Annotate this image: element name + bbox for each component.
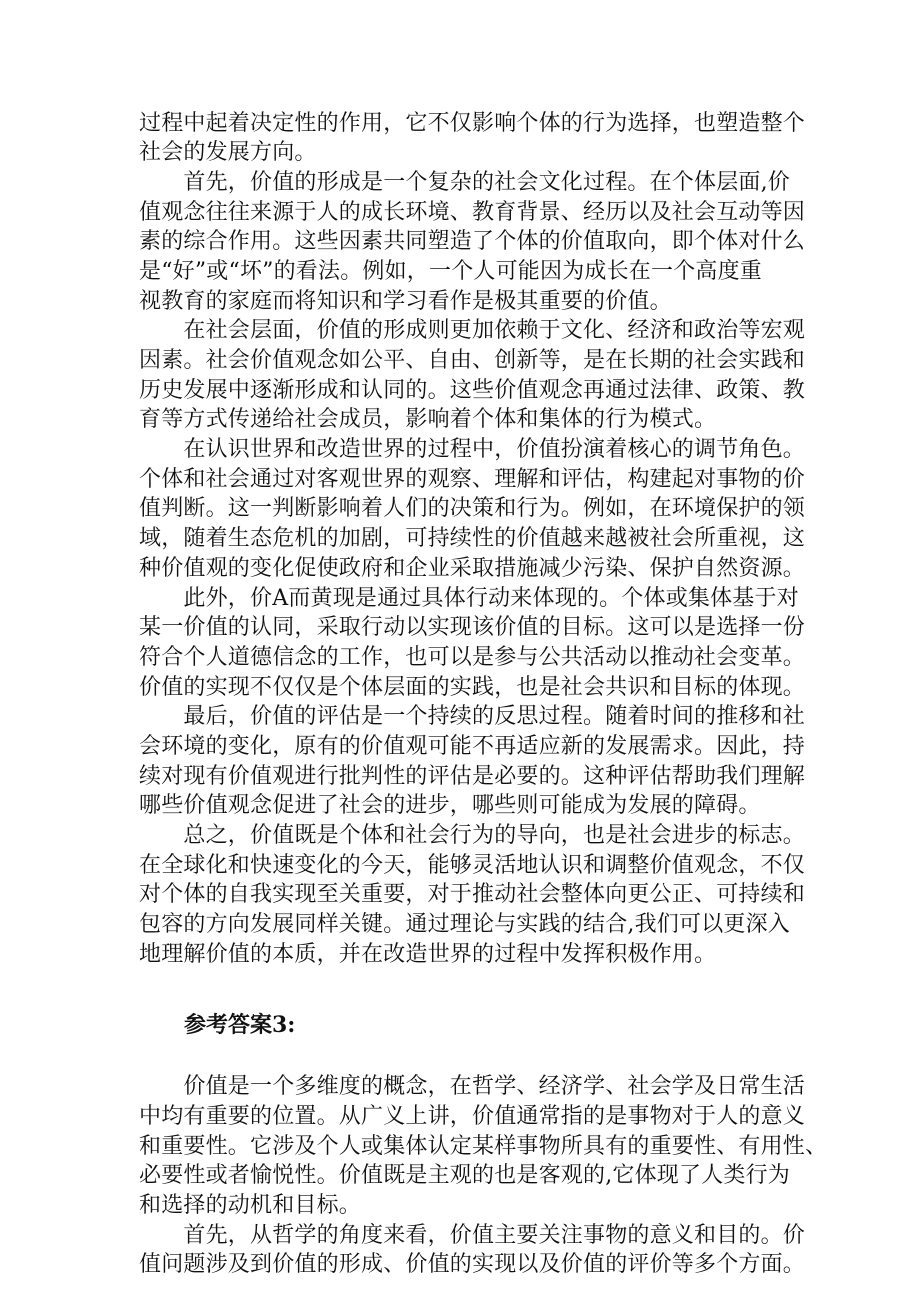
text-line: 总之，价值既是个体和社会行为的导向，也是社会进步的标志。 <box>139 823 806 848</box>
text-line: 必要性或者愉悦性。价值既是主观的也是客观的,它体现了人类行为 <box>139 1163 790 1188</box>
text-line: 中均有重要的位置。从广义上讲，价值通常指的是事物对于人的意义 <box>139 1104 806 1129</box>
text-line: 和选择的动机和目标。 <box>139 1193 362 1218</box>
text-line: 此外，价A而黄现是通过具体行动来体现的。个体或集体基于对 <box>139 586 799 611</box>
text-line: 值问题涉及到价值的形成、价值的实现以及价值的评价等多个方面。 <box>139 1252 806 1277</box>
text-line: 会环境的变化，原有的价值观可能不再适应新的发展需求。因此，持 <box>139 734 806 759</box>
text-line: 种价值观的变化促使政府和企业采取措施减少污染、保护自然资源。 <box>139 556 806 581</box>
text-line: 最后，价值的评估是一个持续的反思过程。随着时间的推移和社 <box>139 704 806 729</box>
text-line: 在全球化和快速变化的今天，能够灵活地认识和调整价值观念，不仅 <box>139 853 806 878</box>
text-line: 过程中起着决定性的作用，它不仅影响个体的行为选择，也塑造整个 <box>139 111 806 136</box>
text-line: 首先，从哲学的角度来看，价值主要关注事物的意义和目的。价 <box>139 1223 806 1248</box>
text-line: 地理解价值的本质，并在改造世界的过程中发挥积极作用。 <box>139 942 717 967</box>
text-line: 域，随着生态危机的加剧，可持续性的价值越来越被社会所重视，这 <box>139 526 806 551</box>
section-heading: 参考答案3: <box>184 1012 296 1038</box>
text-line: 某一价值的认同，采取行动以实现该价值的目标。这可以是选择一份 <box>139 615 806 640</box>
text-line: 价值的实现不仅仅是个体层面的实践，也是社会共识和目标的体现。 <box>139 675 806 700</box>
text-line: 在社会层面，价值的形成则更加依赖于文化、经济和政治等宏观 <box>139 318 806 343</box>
text-line: 哪些价值观念促进了社会的进步，哪些则可能成为发展的障碍。 <box>139 793 761 818</box>
text-line: 续对现有价值观进行批判性的评估是必要的。这种评估帮助我们理解 <box>139 764 806 789</box>
text-line: 素的综合作用。这些因素共同塑造了个体的价值取向，即个体对什么 <box>139 229 806 254</box>
text-line: 因素。社会价值观念如公平、自由、创新等，是在长期的社会实践和 <box>139 348 806 373</box>
text-line: 首先，价值的形成是一个复杂的社会文化过程。在个体层面,价 <box>139 170 790 195</box>
text-line: 社会的发展方向。 <box>139 140 317 165</box>
text-line: 是“好”或“坏”的看法。例如，一个人可能因为成长在一个高度重 <box>139 259 762 284</box>
text-line: 值判断。这一判断影响着人们的决策和行为。例如，在环境保护的领 <box>139 496 806 521</box>
text-line: 对个体的自我实现至关重要，对于推动社会整体向更公正、可持续和 <box>139 882 806 907</box>
text-line: 包容的方向发展同样关键。通过理论与实践的结合,我们可以更深入 <box>139 912 790 937</box>
text-line: 值观念往往来源于人的成长环境、教育背景、经历以及社会互动等因 <box>139 200 806 225</box>
text-line: 个体和社会通过对客观世界的观察、理解和评估，构建起对事物的价 <box>139 467 806 492</box>
text-line: 价值是一个多维度的概念，在哲学、经济学、社会学及日常生活 <box>139 1074 806 1099</box>
text-line: 育等方式传递给社会成员，影响着个体和集体的行为模式。 <box>139 407 717 432</box>
text-line: 历史发展中逐渐形成和认同的。这些价值观念再通过法律、政策、教 <box>139 378 806 403</box>
text-line: 符合个人道德信念的工作，也可以是参与公共活动以推动社会变革。 <box>139 645 806 670</box>
text-line: 在认识世界和改造世界的过程中，价值扮演着核心的调节角色。 <box>139 437 806 462</box>
text-line: 和重要性。它涉及个人或集体认定某样事物所具有的重要性、有用性、 <box>139 1134 828 1159</box>
text-line: 视教育的家庭而将知识和学习看作是极其重要的价值。 <box>139 289 672 314</box>
